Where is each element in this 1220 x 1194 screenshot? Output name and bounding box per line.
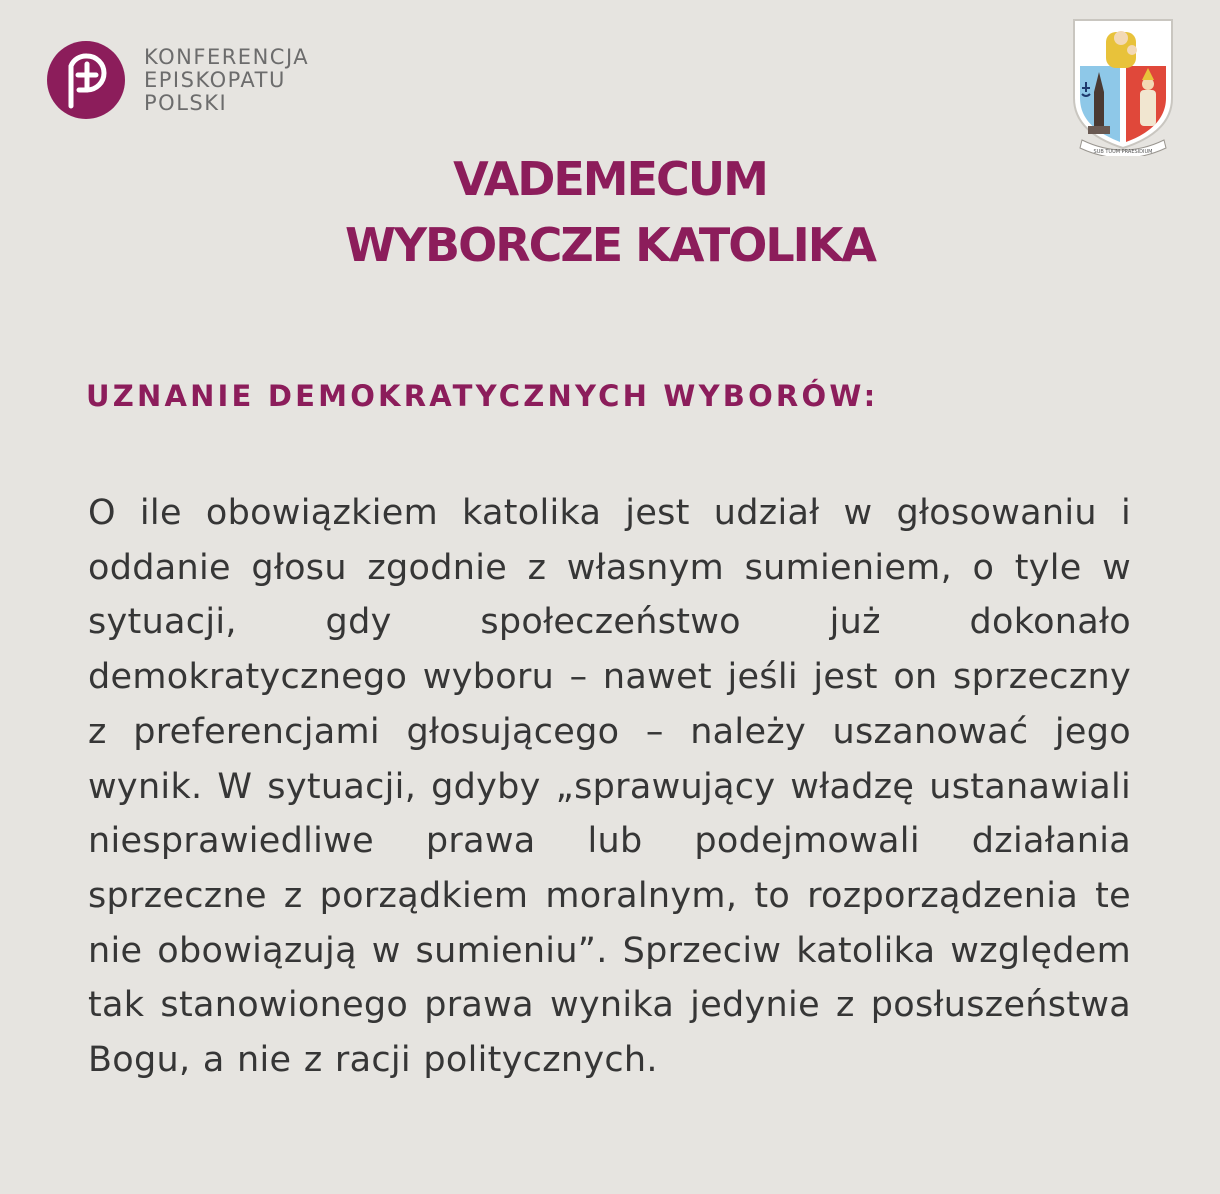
diocese-coat-of-arms xyxy=(1068,14,1178,156)
page-title xyxy=(0,146,1220,278)
section-heading: UZNANIE DEMOKRATYCZNYCH WYBORÓW: xyxy=(86,379,879,413)
kep-logo-line-3: POLSKI xyxy=(144,90,228,115)
page-title-line-1: VADEMECUM xyxy=(453,152,767,206)
section-body: O ile obowiązkiem katolika jest udział w głosowaniu i oddanie głosu zgodnie z własnym sumieniem, o tyle w sytuacji, gdy społeczeństwo już dokonało demokratycznego wyboru – nawet jeśli jest on sprzeczny z preferencjami głosującego – należy uszanować jego wynik. W sytuacji, gdyby „sprawujący władzę ustanawiali niesprawiedliwe prawa lub podejmowali działania sprzeczne z porządkiem moralnym, to rozporządzenia te nie obowiązują w sumieniu”. Sprzeciw katolika względem tak stanowionego prawa wynika jedynie z posłuszeństwa Bogu, a nie z racji politycznych. xyxy=(88,493,1131,1081)
crest-motto: SUB TUUM PRAESIDIUM xyxy=(1093,149,1153,155)
kep-logo xyxy=(46,40,309,120)
kep-logo-line-1: KONFERENCJA xyxy=(144,44,310,69)
kep-logo-text xyxy=(144,46,309,115)
kep-logo-line-2: EPISKOPATU xyxy=(144,67,286,92)
page-title-line-2: WYBORCZE KATOLIKA xyxy=(344,218,876,272)
kep-cross-p-icon xyxy=(46,40,126,120)
